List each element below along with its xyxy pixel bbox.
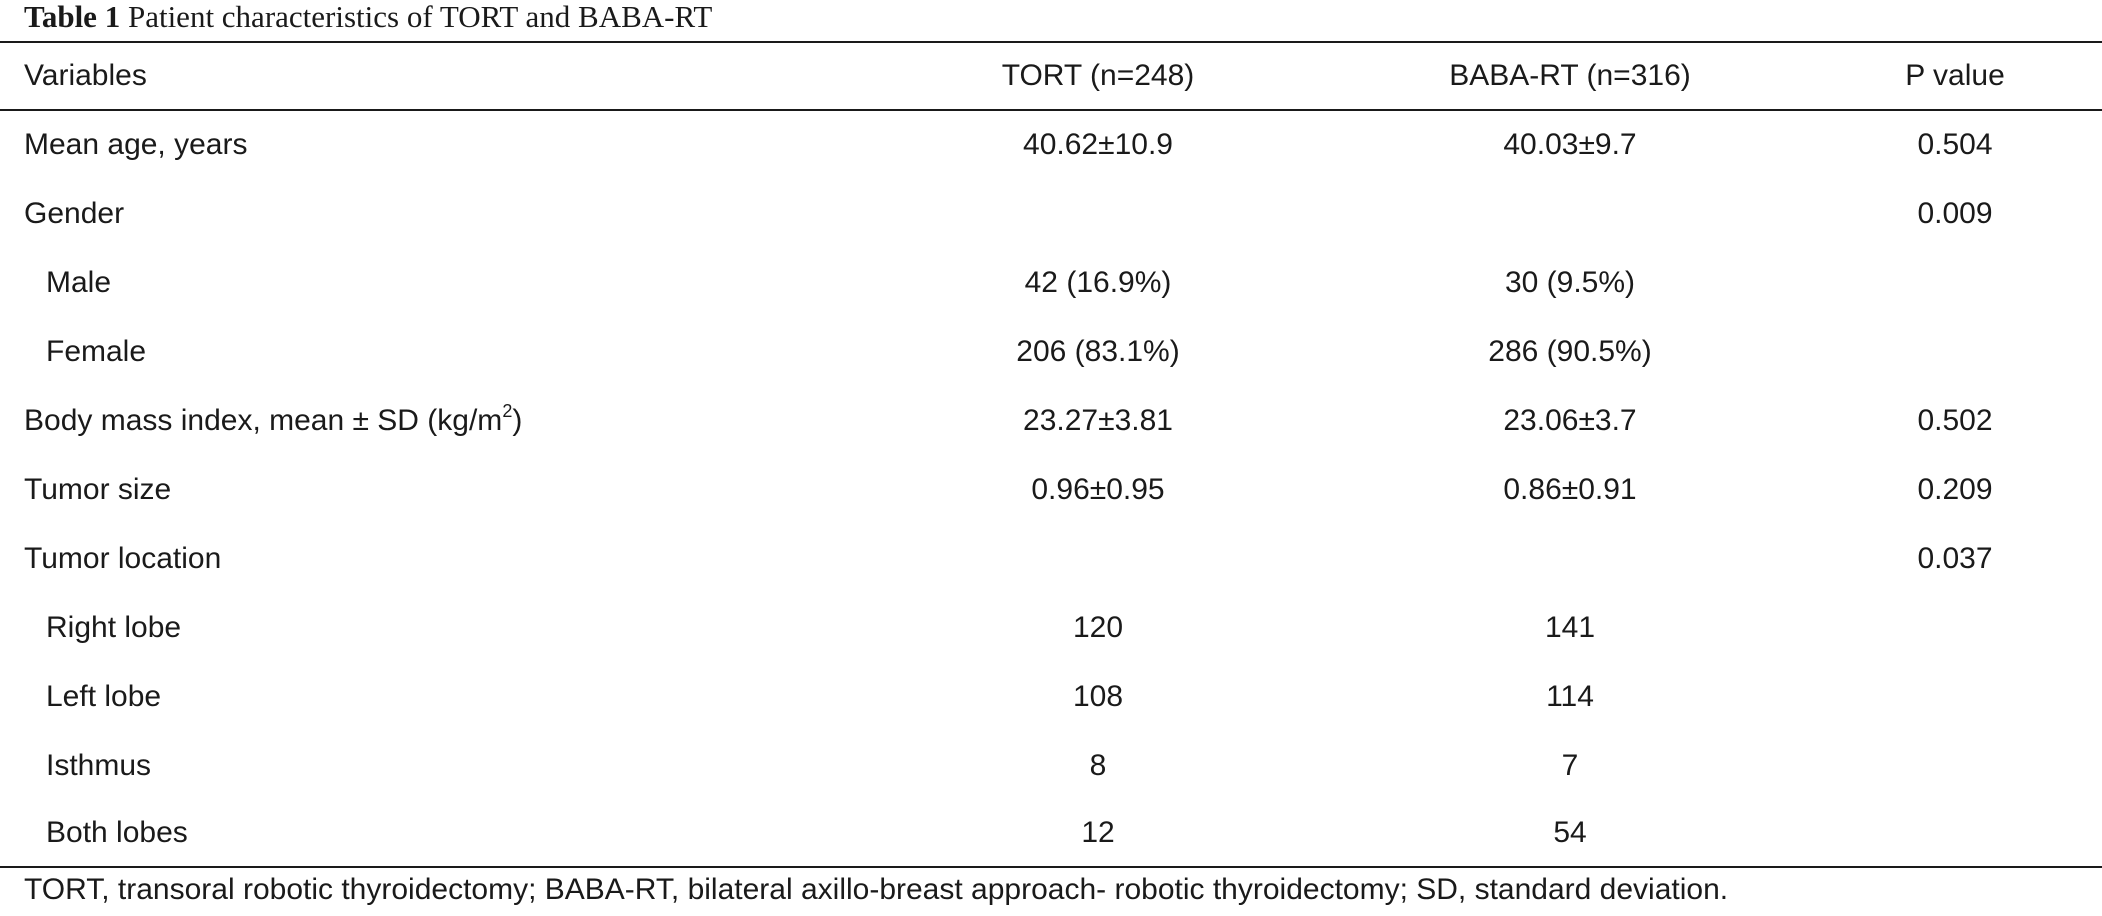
- row-label: Gender: [24, 197, 125, 230]
- row-tort: 23.27±3.81: [1023, 404, 1173, 437]
- row-tort: 0.96±0.95: [1031, 473, 1165, 506]
- row-label: Mean age, years: [24, 128, 248, 161]
- table-row: [0, 318, 2102, 386]
- row-baba: 23.06±3.7: [1503, 404, 1637, 437]
- row-label-superscript: 2: [502, 401, 513, 421]
- row-label: Isthmus: [46, 749, 152, 782]
- table-row: [0, 663, 2102, 731]
- row-tort: 42 (16.9%): [1024, 266, 1172, 299]
- row-p-value: [1800, 249, 2102, 317]
- row-baba: 7: [1561, 749, 1579, 782]
- row-baba: 40.03±9.7: [1503, 128, 1637, 161]
- row-p-value: 0.009: [1917, 197, 1993, 230]
- row-p-value: [1800, 594, 2102, 662]
- table-row: [0, 180, 2102, 248]
- row-p-value: 0.209: [1917, 473, 1993, 506]
- table-row: [0, 594, 2102, 662]
- row-tort: 108: [1072, 680, 1124, 713]
- row-label: Female: [46, 335, 147, 368]
- table-row: [0, 111, 2102, 179]
- row-p-value: 0.037: [1917, 542, 1993, 575]
- row-p-value: [1800, 663, 2102, 731]
- caption-label: Table 1: [24, 0, 121, 34]
- row-p-value: 0.502: [1917, 404, 1993, 437]
- row-tort: 12: [1081, 816, 1115, 849]
- row-label: Tumor location: [24, 542, 222, 575]
- table-row: [0, 799, 2102, 867]
- row-tort: [898, 180, 1298, 248]
- row-label: Both lobes: [46, 816, 188, 849]
- row-label-text: Body mass index, mean ± SD (kg/m: [24, 404, 503, 437]
- row-p-value: 0.504: [1917, 128, 1993, 161]
- row-p-value: [1800, 318, 2102, 386]
- row-tort: 120: [1072, 611, 1124, 644]
- table-row: [0, 525, 2102, 593]
- row-baba: [1370, 525, 1770, 593]
- row-baba: 286 (90.5%): [1488, 335, 1652, 368]
- row-p-value: [1800, 799, 2102, 867]
- row-label-tail: ): [512, 404, 523, 437]
- row-label: Male: [46, 266, 112, 299]
- header-baba: BABA-RT (n=316): [1449, 59, 1691, 92]
- row-tort: 8: [1089, 749, 1107, 782]
- caption-text: Patient characteristics of TORT and BABA-RT: [127, 0, 713, 34]
- row-tort: 40.62±10.9: [1023, 128, 1173, 161]
- table-row: [0, 387, 2102, 455]
- table-row: [0, 456, 2102, 524]
- row-baba: 141: [1544, 611, 1596, 644]
- row-baba: 30 (9.5%): [1504, 266, 1636, 299]
- row-label: Tumor size: [24, 473, 172, 506]
- row-baba: 54: [1553, 816, 1587, 849]
- row-baba: 0.86±0.91: [1503, 473, 1637, 506]
- header-variables: Variables: [24, 59, 147, 92]
- table-footnote: TORT, transoral robotic thyroidectomy; BABA-RT, bilateral axillo-breast approach- robotic thyroidectomy; SD, standard deviation.: [24, 873, 1729, 906]
- row-tort: [898, 525, 1298, 593]
- table-caption: [24, 0, 712, 38]
- row-tort: 206 (83.1%): [1016, 335, 1180, 368]
- header-tort: TORT (n=248): [1001, 59, 1195, 92]
- row-baba: [1370, 180, 1770, 248]
- row-label: [24, 387, 522, 455]
- row-baba: 114: [1546, 680, 1594, 713]
- row-label: Left lobe: [46, 680, 162, 713]
- table-row: [0, 249, 2102, 317]
- table-row: [0, 732, 2102, 800]
- header-p-value: P value: [1905, 59, 2005, 92]
- header-row: [0, 42, 2102, 110]
- row-p-value: [1800, 732, 2102, 800]
- row-label: Right lobe: [46, 611, 182, 644]
